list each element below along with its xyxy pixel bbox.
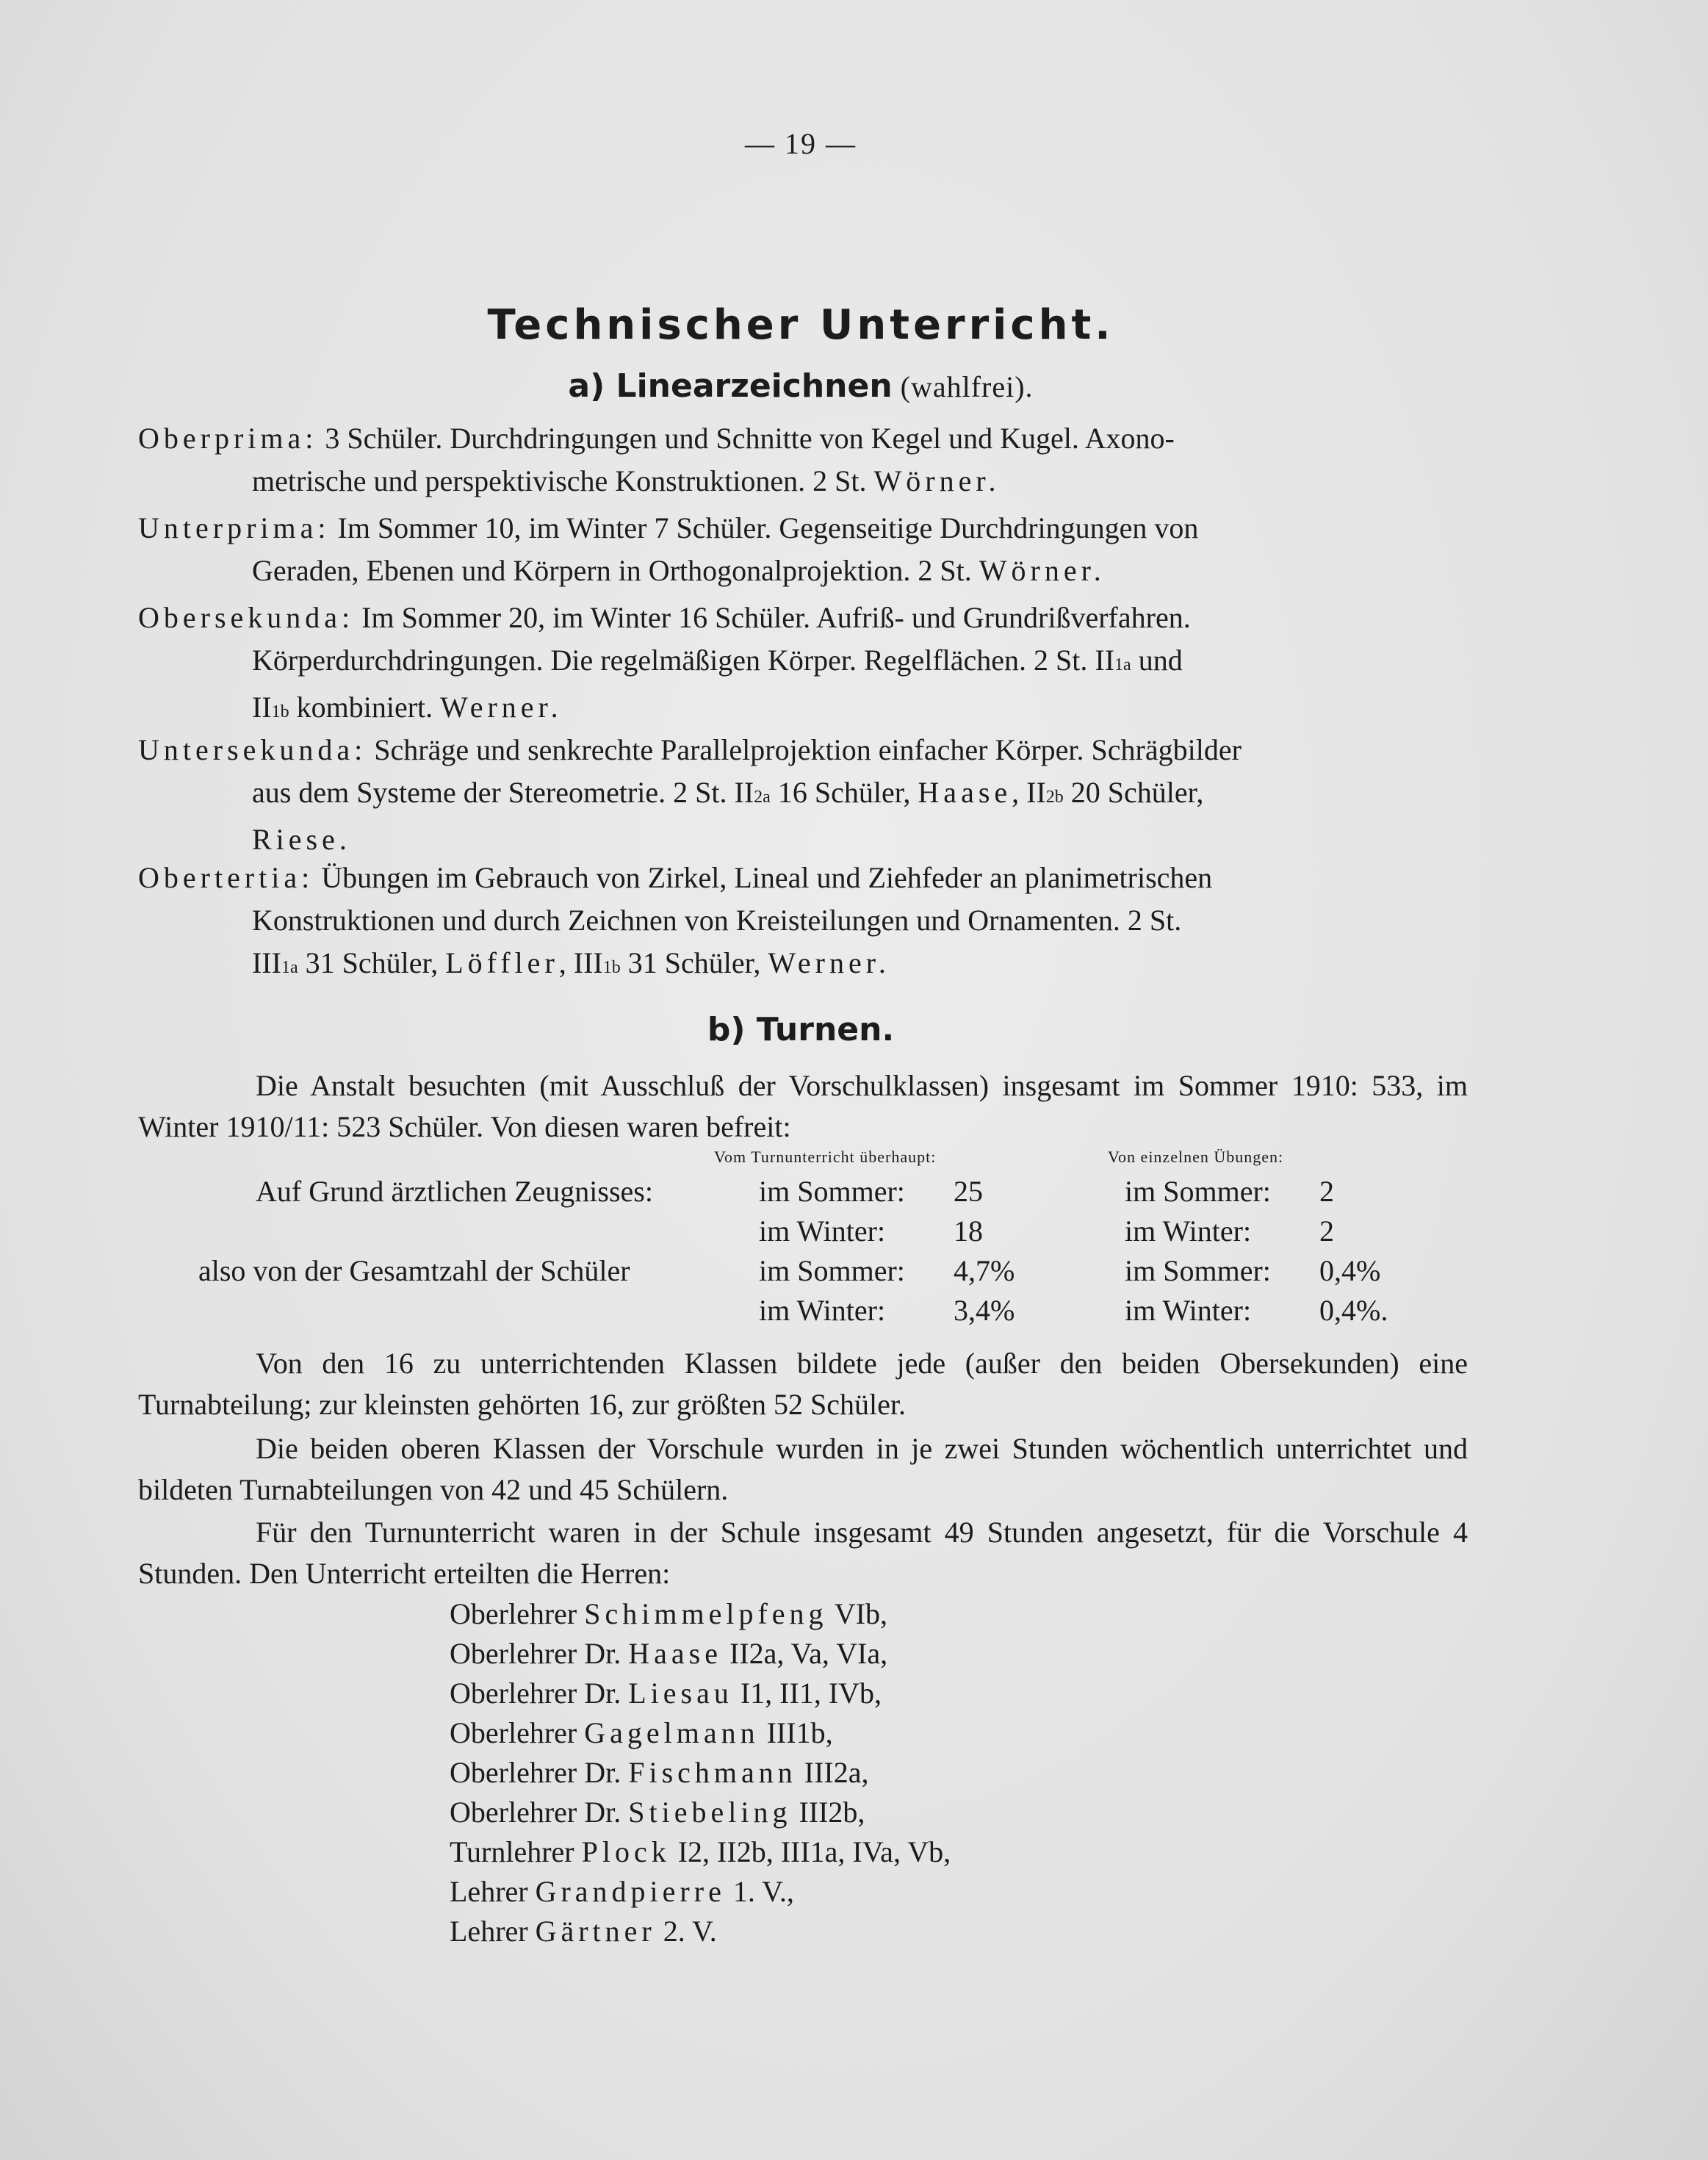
- teacher-title: Oberlehrer: [450, 1716, 585, 1749]
- class-sub: 1a: [281, 958, 298, 977]
- teacher-name: Gagelmann: [584, 1716, 760, 1749]
- stats-season: im Sommer:: [759, 1254, 905, 1287]
- entry-line: metrische und perspektivische Konstruktionen. 2 St.: [252, 464, 867, 497]
- entry-line: 3 Schüler. Durchdringungen und Schnitte von Kegel und Kugel. Axono-: [325, 422, 1175, 455]
- entry-unterprima: [138, 507, 1468, 592]
- entry-teacher: Werner.: [768, 946, 890, 979]
- page-number: — 19 —: [745, 127, 857, 160]
- stats-row-label: also von der Gesamtzahl der Schüler: [198, 1254, 630, 1287]
- entry-line: Geraden, Ebenen und Körpern in Orthogonalprojektion. 2 St.: [252, 554, 972, 587]
- entry-line: Übungen im Gebrauch von Zirkel, Lineal und Ziehfeder an planimetrischen: [321, 861, 1213, 894]
- class-sub: 1a: [1114, 655, 1131, 674]
- page-title: Technischer Unterricht.: [487, 301, 1114, 349]
- entry-head: Untersekunda:: [138, 733, 367, 766]
- paragraph-hours: Für den Turnunterricht waren in der Schule insgesamt 49 Stunden angesetzt, für die Vorschule 4 Stunden. Den Unterricht erteilten die Herren:: [138, 1516, 1468, 1590]
- stats-season: im Winter:: [1125, 1294, 1252, 1327]
- teacher-item: [450, 1872, 951, 1912]
- stats-season: im Winter:: [759, 1294, 886, 1327]
- entry-line: 16 Schüler,: [770, 776, 918, 809]
- teacher-item: [450, 1832, 951, 1872]
- teacher-name: Schimmelpfeng: [584, 1597, 828, 1630]
- exemption-stats: [138, 1148, 1468, 1339]
- stats-row-label: Auf Grund ärztlichen Zeugnisses:: [256, 1175, 653, 1208]
- teacher-name: Gärtner: [535, 1915, 656, 1948]
- teacher-item: [450, 1594, 951, 1634]
- entry-line: aus dem Systeme der Stereometrie. 2 St. II: [252, 776, 754, 809]
- teacher-item: [450, 1793, 951, 1832]
- entry-line: 31 Schüler,: [298, 946, 446, 979]
- teacher-title: Oberlehrer: [450, 1597, 585, 1630]
- stats-season: im Sommer:: [759, 1175, 905, 1208]
- teacher-list: [450, 1594, 951, 1951]
- intro-paragraph: Die Anstalt besuchten (mit Ausschluß der Vorschulklassen) insgesamt im Sommer 1910: 533, im Winter 1910/11: 523 Schüler. Von diesen waren befreit:: [138, 1069, 1468, 1143]
- stats-value: 2: [1319, 1214, 1334, 1248]
- teacher-item: [450, 1634, 951, 1674]
- teacher-classes: II2a, Va, VIa,: [721, 1637, 888, 1670]
- entry-line: , II: [1012, 776, 1046, 809]
- entry-teacher: Riese.: [252, 823, 351, 856]
- teacher-classes: I1, II1, IVb,: [732, 1677, 882, 1710]
- class-sub: 2a: [754, 788, 771, 807]
- stats-value: 3,4%: [954, 1294, 1015, 1327]
- stats-header-left: Vom Turnunterricht überhaupt:: [714, 1148, 937, 1166]
- paragraph-classes: Von den 16 zu unterrichtenden Klassen bildete jede (außer den beiden Obersekunden) eine Turnabteilung; zur kleinsten gehörten 16, zur größten 52 Schüler.: [138, 1347, 1468, 1421]
- class-sub: 2b: [1045, 788, 1064, 807]
- entry-teacher: Löffler: [445, 946, 559, 979]
- teacher-classes: 1. V.,: [725, 1875, 794, 1908]
- teacher-item: [450, 1912, 951, 1951]
- teacher-classes: VIb,: [827, 1597, 887, 1630]
- teacher-classes: 2. V.: [655, 1915, 717, 1948]
- stats-value: 4,7%: [954, 1254, 1015, 1287]
- entry-untersekunda: [138, 729, 1468, 861]
- entry-line: Schräge und senkrechte Parallelprojektion einfacher Körper. Schrägbilder: [374, 733, 1242, 766]
- teacher-title: Oberlehrer Dr.: [450, 1677, 629, 1710]
- teacher-item: [450, 1753, 951, 1793]
- teacher-title: Turnlehrer: [450, 1835, 582, 1868]
- entry-line: II: [252, 691, 272, 724]
- stats-value: 2: [1319, 1175, 1334, 1208]
- entry-line: 20 Schüler,: [1063, 776, 1204, 809]
- entry-teacher: Werner.: [440, 691, 563, 724]
- section-a-note: (wahlfrei).: [900, 370, 1034, 403]
- entry-head: Oberprima:: [138, 422, 318, 455]
- entry-head: Unterprima:: [138, 511, 331, 544]
- section-a-heading: [0, 367, 1601, 405]
- teacher-title: Oberlehrer Dr.: [450, 1637, 629, 1670]
- entry-line: und: [1131, 644, 1183, 677]
- entry-teacher: Wörner.: [873, 464, 1001, 497]
- teacher-item: [450, 1713, 951, 1753]
- entry-line: III: [252, 946, 281, 979]
- teacher-title: Lehrer: [450, 1915, 536, 1948]
- section-b-heading: [0, 1011, 1601, 1048]
- stats-season: im Winter:: [1125, 1214, 1252, 1248]
- class-sub: 1b: [602, 958, 621, 977]
- section-a-label: a) Linearzeichnen: [568, 367, 893, 405]
- entry-line: Im Sommer 10, im Winter 7 Schüler. Gegenseitige Durchdringungen von: [337, 511, 1199, 544]
- stats-value: 18: [954, 1214, 983, 1248]
- paragraph-vorschule: Die beiden oberen Klassen der Vorschule wurden in je zwei Stunden wöchentlich unterrichtet und bildeten Turnabteilungen von 42 und 45 Schülern.: [138, 1432, 1468, 1506]
- entry-line: Konstruktionen und durch Zeichnen von Kreisteilungen und Ornamenten. 2 St.: [252, 904, 1182, 937]
- section-b-label: b) Turnen.: [707, 1011, 895, 1048]
- entry-line: 31 Schüler,: [620, 946, 768, 979]
- teacher-title: Oberlehrer Dr.: [450, 1796, 629, 1829]
- stats-value: 0,4%: [1319, 1254, 1381, 1287]
- teacher-classes: III1b,: [759, 1716, 833, 1749]
- teacher-classes: III2b,: [791, 1796, 865, 1829]
- entry-head: Obertertia:: [138, 861, 314, 894]
- teacher-item: [450, 1674, 951, 1713]
- entry-line: Körperdurchdringungen. Die regelmäßigen Körper. Regelflächen. 2 St. II: [252, 644, 1115, 677]
- teacher-name: Stiebeling: [628, 1796, 792, 1829]
- teacher-name: Liesau: [628, 1677, 733, 1710]
- stats-season: im Sommer:: [1125, 1175, 1271, 1208]
- teacher-name: Plock: [581, 1835, 671, 1868]
- entry-obersekunda: [138, 597, 1468, 733]
- teacher-name: Fischmann: [628, 1756, 797, 1789]
- entry-line: kombiniert.: [289, 691, 433, 724]
- stats-season: im Sommer:: [1125, 1254, 1271, 1287]
- teacher-name: Haase: [628, 1637, 722, 1670]
- stats-value: 0,4%.: [1319, 1294, 1388, 1327]
- teacher-classes: III2a,: [796, 1756, 869, 1789]
- stats-season: im Winter:: [759, 1214, 886, 1248]
- entry-obertertia: [138, 857, 1468, 989]
- entry-head: Obersekunda:: [138, 601, 355, 634]
- entry-line: Im Sommer 20, im Winter 16 Schüler. Aufriß- und Grundrißverfahren.: [361, 601, 1191, 634]
- entry-oberprima: [138, 417, 1468, 503]
- teacher-name: Grandpierre: [535, 1875, 726, 1908]
- class-sub: 1b: [271, 702, 289, 721]
- entry-teacher: Haase: [918, 776, 1012, 809]
- entry-teacher: Wörner.: [979, 554, 1106, 587]
- teacher-title: Lehrer: [450, 1875, 536, 1908]
- stats-value: 25: [954, 1175, 983, 1208]
- stats-header-right: Von einzelnen Übungen:: [1108, 1148, 1284, 1166]
- teacher-classes: I2, II2b, III1a, IVa, Vb,: [670, 1835, 951, 1868]
- entry-line: , III: [558, 946, 603, 979]
- teacher-title: Oberlehrer Dr.: [450, 1756, 629, 1789]
